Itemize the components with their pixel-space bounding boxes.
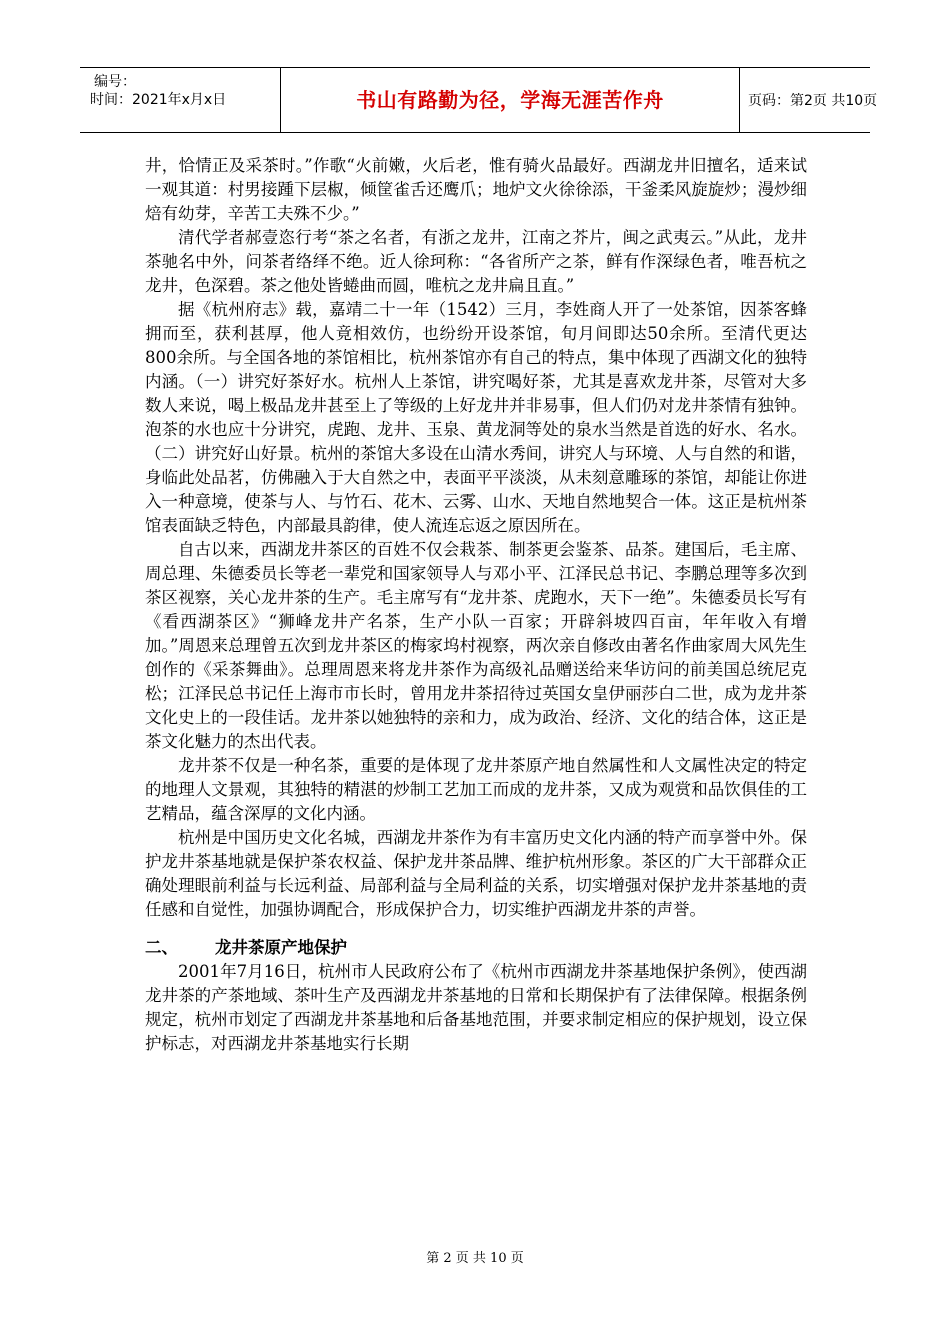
section-number: 二、 bbox=[145, 938, 178, 957]
page-header bbox=[80, 67, 878, 133]
header-meta-cell bbox=[80, 68, 281, 132]
paragraph: 井，恰情正及采茶时。”作歌“火前嫩，火后老，惟有骑火品最好。西湖龙井旧擅名，适来试一观其道：村男接踵下层椒，倾筐雀舌还鹰爪；地炉文火徐徐添，干釜柔风旋旋炒；漫炒细焙有幼芽，辛苦工夫殊不少。” bbox=[145, 156, 807, 223]
paragraph: 杭州是中国历史文化名城，西湖龙井茶作为有丰富历史文化内涵的特产而享誉中外。保护龙井茶基地就是保护茶农权益、保护龙井茶品牌、维护杭州形象。茶区的广大干部群众正确处理眼前利益与长远利益、局部利益与全局利益的关系，切实增强对保护龙井茶基地的责任感和自觉性，加强协调配合，形成保护合力，切实维护西湖龙井茶的声誉。 bbox=[145, 828, 807, 919]
section-heading bbox=[145, 936, 807, 960]
paragraph: 据《杭州府志》载，嘉靖二十一年（1542）三月，李姓商人开了一处茶馆，因茶客蜂拥而至，获利甚厚，他人竟相效仿，也纷纷开设茶馆，旬月间即达50余所。至清代更达800余所。与全国各地的茶馆相比，杭州茶馆亦有自己的特点，集中体现了西湖文化的独特内涵。（一）讲究好茶好水。杭州人上茶馆，讲究喝好茶，尤其是喜欢龙井茶，尽管对大多数人来说，喝上极品龙井甚至上了等级的上好龙井并非易事，但人们仍对龙井茶情有独钟。泡茶的水也应十分讲究，虎跑、龙井、玉泉、黄龙洞等处的泉水当然是首选的好水、名水。（二）讲究好山好景。杭州的茶馆大多设在山清水秀间，讲究人与环境、人与自然的和谐，身临此处品茗，仿佛融入于大自然之中，表面平平淡淡，从未刻意雕琢的茶馆，却能让你进入一种意境，使茶与人、与竹石、花木、云雾、山水、天地自然地契合一体。这正是杭州茶馆表面缺乏特色，内部最具韵律，使人流连忘返之原因所在。 bbox=[145, 300, 807, 535]
paragraph: 龙井茶不仅是一种名茶，重要的是体现了龙井茶原产地自然属性和人文属性决定的特定的地理人文景观，其独特的精湛的炒制工艺加工而成的龙井茶，又成为观赏和品饮俱佳的工艺精品，蕴含深厚的文化内涵。 bbox=[145, 756, 807, 823]
page-footer: 第 2 页 共 10 页 bbox=[426, 1251, 524, 1266]
header-page-info: 页码：第2页 共10页 bbox=[748, 93, 878, 109]
header-motto: 书山有路勤为径，学海无涯苦作舟 bbox=[281, 68, 740, 132]
paragraph: 2001年7月16日，杭州市人民政府公布了《杭州市西湖龙井茶基地保护条例》，使西湖龙井茶的产茶地域、茶叶生产及西湖龙井茶基地的日常和长期保护有了法律保障。根据条例规定，杭州市划定了西湖龙井茶基地和后备基地范围，并要求制定相应的保护规划，设立保护标志，对西湖龙井茶基地实行长期 bbox=[145, 962, 807, 1053]
section-title: 龙井茶原产地保护 bbox=[215, 938, 347, 957]
paragraph: 自古以来，西湖龙井茶区的百姓不仅会栽茶、制茶更会鉴茶、品茶。建国后，毛主席、周总理、朱德委员长等老一辈党和国家领导人与邓小平、江泽民总书记、李鹏总理等多次到茶区视察，关心龙井茶的生产。毛主席写有“龙井茶、虎跑水，天下一绝”。朱德委员长写有《看西湖茶区》“狮峰龙井产名茶，生产小队一百家；开辟斜坡四百亩，年年收入有增加。”周恩来总理曾五次到龙井茶区的梅家坞村视察，两次亲自修改由著名作曲家周大风先生创作的《采茶舞曲》。总理周恩来将龙井茶作为高级礼品赠送给来华访问的前美国总统尼克松；江泽民总书记任上海市市长时，曾用龙井茶招待过英国女皇伊丽莎白二世，成为龙井茶文化史上的一段佳话。龙井茶以她独特的亲和力，成为政治、经济、文化的结合体，这正是茶文化魅力的杰出代表。 bbox=[145, 540, 807, 751]
document-body bbox=[145, 154, 807, 1056]
paragraph: 清代学者郝壹恣行考“茶之名者，有浙之龙井，江南之芥片，闽之武夷云。”从此，龙井茶驰名中外，问茶者络绎不绝。近人徐珂称：“各省所产之茶，鲜有作深绿色者，唯吾杭之龙井，色深碧。茶之他处皆蜷曲而圆，唯杭之龙井扁且直。” bbox=[145, 228, 807, 295]
time-label: 时间：2021年x月x日 bbox=[90, 92, 227, 108]
number-label: 编号： bbox=[94, 74, 136, 90]
